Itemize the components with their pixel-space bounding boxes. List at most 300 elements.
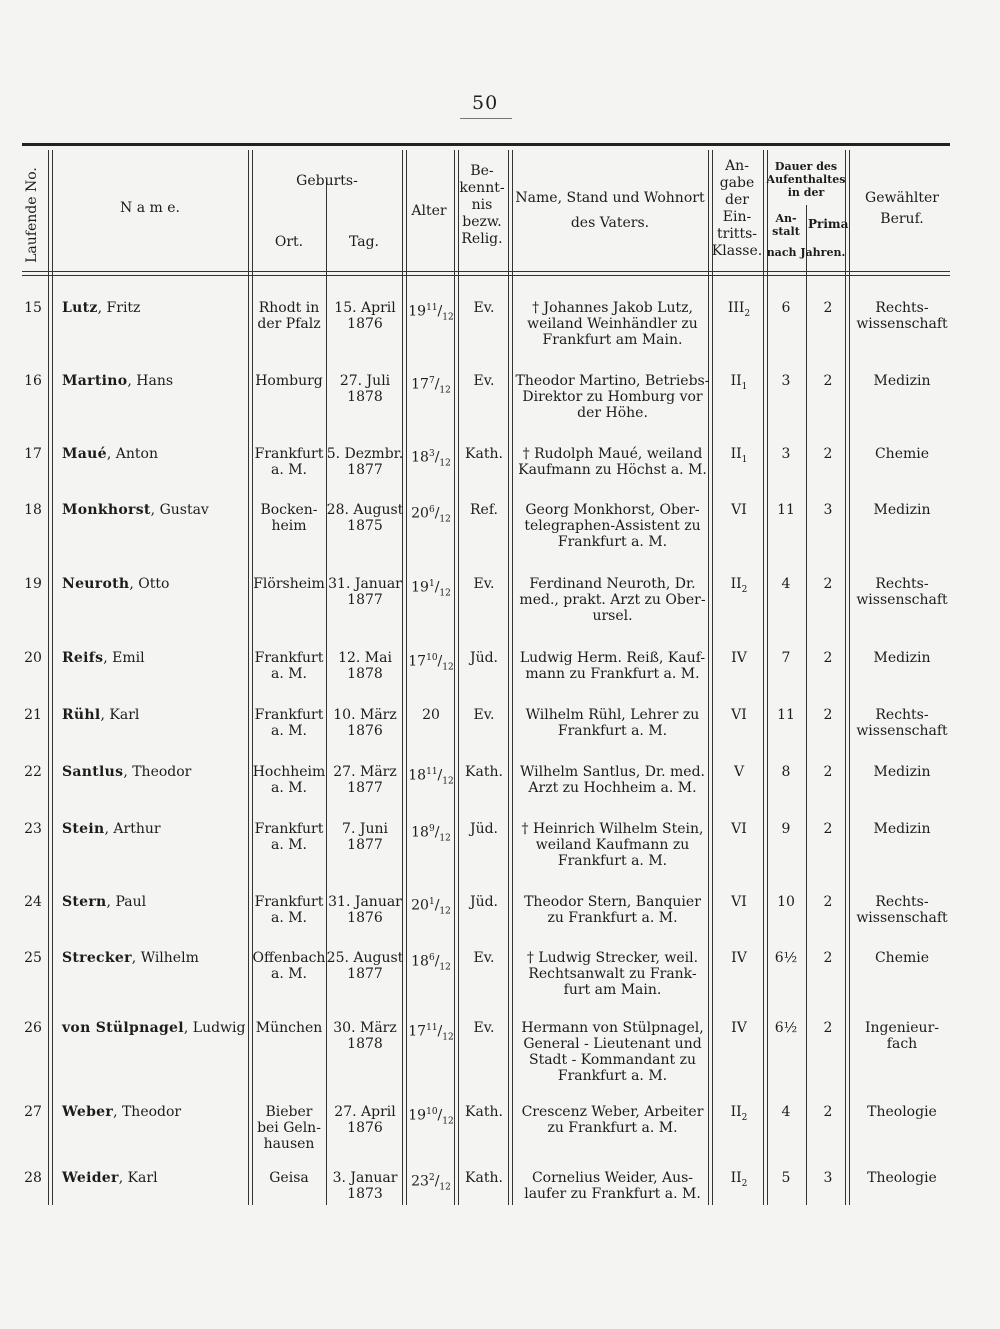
entry-class-roman: VI <box>731 894 747 910</box>
father-info-line: laufer zu Frankfurt a. M. <box>524 1186 701 1202</box>
father-info-line: Crescenz Weber, Arbeiter <box>521 1104 704 1120</box>
years-in-prima: 3 <box>823 502 833 518</box>
header-ort: Ort. <box>274 234 304 250</box>
birth-place-line: bei Geln- <box>257 1120 321 1136</box>
age-fraction-numerator: 1 <box>428 579 435 589</box>
chosen-profession-line: Medizin <box>873 373 931 389</box>
age-fraction-denominator: 12 <box>439 458 451 469</box>
row-number: 24 <box>24 894 42 910</box>
page-number: 50 <box>472 92 499 114</box>
father-info <box>515 446 710 478</box>
age-fraction-numerator: 3 <box>428 449 435 459</box>
age-fraction-slash: / <box>437 303 443 320</box>
age-years: 20 <box>422 707 440 723</box>
religion: Kath. <box>465 1170 503 1186</box>
row-number: 28 <box>24 1170 42 1186</box>
student-given-name: Arthur <box>113 821 161 837</box>
entry-class <box>712 821 766 837</box>
chosen-profession <box>852 1170 952 1186</box>
entry-class-subscript: 1 <box>741 454 748 465</box>
header-vater: Name, Stand und Wohnort des Vaters. <box>515 190 705 231</box>
entry-class <box>712 576 766 598</box>
chosen-profession-line: fach <box>886 1036 918 1052</box>
years-at-school: 6½ <box>774 1020 798 1036</box>
name-separator: , <box>104 821 114 837</box>
entry-class-subscript: 2 <box>741 1112 748 1123</box>
father-info-line: telegraphen-Assistent zu <box>524 518 701 534</box>
age-fraction-numerator: 1 <box>428 897 435 907</box>
religion: Jüd. <box>469 650 499 666</box>
birth-place-line: der Pfalz <box>257 316 321 332</box>
chosen-profession <box>852 576 952 608</box>
years-at-school: 11 <box>777 707 795 723</box>
father-info-line: Ludwig Herm. Reiß, Kauf- <box>519 650 706 666</box>
name-separator: , <box>106 894 116 910</box>
entry-class <box>712 1104 766 1126</box>
entry-class-roman: V <box>733 764 745 780</box>
birth-date-line: 27. Juli <box>339 373 391 389</box>
entry-class-subscript: 2 <box>741 584 748 595</box>
student-name <box>62 373 252 389</box>
religion: Ev. <box>473 300 495 316</box>
name-separator: , <box>129 576 139 592</box>
student-given-name: Ludwig <box>192 1020 246 1036</box>
father-info-line: † Rudolph Maué, weiland <box>522 446 703 462</box>
father-info <box>515 894 710 926</box>
birth-date-line: 31. Januar <box>328 576 402 592</box>
age-years: 18 <box>408 767 427 784</box>
chosen-profession-line: Rechts- <box>875 707 929 723</box>
father-info <box>515 821 710 869</box>
entry-class <box>712 300 766 322</box>
age-fraction-slash: / <box>434 824 440 841</box>
religion: Jüd. <box>469 894 499 910</box>
entry-class-roman: III <box>727 300 745 316</box>
student-name <box>62 300 252 316</box>
age <box>406 373 456 398</box>
age <box>406 300 456 325</box>
age-fraction-slash: / <box>434 505 440 522</box>
student-surname: von Stülpnagel <box>62 1020 184 1036</box>
age-years: 19 <box>408 1107 427 1124</box>
birth-date <box>326 707 404 739</box>
birth-date-line: 1877 <box>347 592 383 608</box>
chosen-profession-line: Theologie <box>867 1170 937 1186</box>
student-name <box>62 950 252 966</box>
birth-date <box>326 446 404 478</box>
header-tag: Tag. <box>348 234 379 250</box>
father-info-line: Frankfurt am Main. <box>542 332 683 348</box>
years-at-school: 4 <box>781 1104 791 1120</box>
religion: Ev. <box>473 707 495 723</box>
birth-place <box>252 373 326 389</box>
chosen-profession <box>852 1104 952 1120</box>
birth-date-line: 1876 <box>347 910 383 926</box>
father-info-line: zu Frankfurt a. M. <box>547 910 678 926</box>
table-row <box>0 373 1000 443</box>
age-fraction-slash: / <box>434 1173 440 1190</box>
header-laufende-no: Laufende No. <box>24 167 40 263</box>
birth-place-line: Frankfurt <box>254 446 324 462</box>
father-info-line: Frankfurt a. M. <box>557 534 668 550</box>
age-fraction-numerator: 11 <box>426 1023 438 1033</box>
chosen-profession <box>852 300 952 332</box>
page-number-underline <box>460 118 512 119</box>
entry-class <box>712 894 766 910</box>
father-info-line: Arzt zu Hochheim a. M. <box>528 780 697 796</box>
father-info <box>515 1170 710 1202</box>
father-info-line: † Johannes Jakob Lutz, <box>532 300 693 316</box>
chosen-profession <box>852 373 952 389</box>
student-surname: Neuroth <box>62 576 130 592</box>
student-given-name: Karl <box>109 707 140 723</box>
birth-place <box>252 707 326 739</box>
age-years: 18 <box>411 953 429 970</box>
student-surname: Weider <box>62 1170 119 1186</box>
student-surname: Lutz <box>62 300 98 316</box>
birth-date-line: 31. Januar <box>328 894 402 910</box>
student-surname: Rühl <box>62 707 101 723</box>
header-name: N a m e. <box>120 200 180 216</box>
birth-date-line: 28. August <box>326 502 404 518</box>
birth-date-line: 3. Januar <box>332 1170 398 1186</box>
religion: Kath. <box>465 446 503 462</box>
age-years: 20 <box>411 505 429 522</box>
age-fraction-numerator: 2 <box>428 1173 435 1183</box>
religion: Ev. <box>473 1020 495 1036</box>
birth-date <box>326 576 404 608</box>
age <box>406 446 456 471</box>
row-number: 18 <box>24 502 42 518</box>
birth-place <box>252 576 326 592</box>
age-fraction-denominator: 12 <box>439 962 451 973</box>
birth-place-line: Frankfurt <box>254 650 324 666</box>
religion: Ev. <box>473 373 495 389</box>
years-at-school: 9 <box>781 821 791 837</box>
student-given-name: Emil <box>112 650 145 666</box>
age-fraction-slash: / <box>437 1023 443 1040</box>
student-given-name: Gustav <box>159 502 209 518</box>
birth-date-line: 25. August <box>326 950 404 966</box>
age <box>406 502 456 527</box>
age-years: 23 <box>411 1173 429 1190</box>
father-info-line: weiland Weinhändler zu <box>527 316 698 332</box>
birth-date-line: 5. Dezmbr. <box>326 446 404 462</box>
father-info-line: Georg Monkhorst, Ober- <box>525 502 700 518</box>
father-info-line: Ferdinand Neuroth, Dr. <box>529 576 696 592</box>
years-at-school: 8 <box>781 764 791 780</box>
student-given-name: Paul <box>115 894 147 910</box>
entry-class-roman: II <box>730 1170 742 1186</box>
birth-place <box>252 300 326 332</box>
father-info <box>515 707 710 739</box>
entry-class-roman: IV <box>731 1020 747 1036</box>
years-in-prima: 2 <box>823 446 833 462</box>
birth-place-line: hausen <box>263 1136 315 1152</box>
years-at-school: 5 <box>781 1170 791 1186</box>
header-nach-jahren: nach Jahren. <box>766 246 846 259</box>
birth-place-line: Frankfurt <box>254 707 324 723</box>
age-fraction-slash: / <box>437 767 443 784</box>
student-given-name: Wilhelm <box>140 950 199 966</box>
age-years: 18 <box>411 449 429 466</box>
age-fraction-denominator: 12 <box>442 662 454 673</box>
years-in-prima: 2 <box>823 1104 833 1120</box>
age-fraction-denominator: 12 <box>439 833 451 844</box>
birth-date-line: 1875 <box>347 518 383 534</box>
name-separator: , <box>127 373 137 389</box>
birth-place-line: a. M. <box>270 910 308 926</box>
birth-place-line: Offenbach <box>252 950 326 966</box>
age <box>406 764 456 789</box>
birth-date <box>326 821 404 853</box>
entry-class-roman: VI <box>731 707 747 723</box>
student-name <box>62 821 252 837</box>
birth-place-line: a. M. <box>270 837 308 853</box>
header-dauer: Dauer des Aufenthaltes in der <box>766 160 846 199</box>
birth-date-line: 15. April <box>334 300 396 316</box>
birth-place-line: heim <box>271 518 307 534</box>
table-row <box>0 300 1000 370</box>
age-fraction-slash: / <box>434 449 440 466</box>
name-separator: , <box>97 300 107 316</box>
age-fraction-denominator: 12 <box>442 1116 454 1127</box>
age <box>406 650 456 675</box>
chosen-profession-line: wissenschaft <box>856 723 948 739</box>
entry-class <box>712 502 766 518</box>
student-given-name: Theodor <box>132 764 192 780</box>
birth-place-line: Homburg <box>255 373 323 389</box>
birth-place-line: a. M. <box>270 966 308 982</box>
age-fraction-denominator: 12 <box>442 312 454 323</box>
birth-place <box>252 502 326 534</box>
name-separator: , <box>183 1020 193 1036</box>
birth-place <box>252 894 326 926</box>
birth-place-line: a. M. <box>270 780 308 796</box>
table-row <box>0 950 1000 1020</box>
student-name <box>62 764 252 780</box>
birth-place <box>252 1104 326 1152</box>
birth-place-line: München <box>255 1020 323 1036</box>
name-separator: , <box>150 502 160 518</box>
father-info-line: Rechtsanwalt zu Frank- <box>528 966 697 982</box>
entry-class-roman: II <box>730 576 742 592</box>
father-info <box>515 576 710 624</box>
student-given-name: Otto <box>138 576 170 592</box>
entry-class-roman: IV <box>731 950 747 966</box>
birth-place-line: Flörsheim <box>253 576 325 592</box>
row-number: 27 <box>24 1104 42 1120</box>
years-at-school: 10 <box>777 894 795 910</box>
header-anstalt: An- stalt <box>772 212 800 238</box>
student-surname: Strecker <box>62 950 132 966</box>
birth-date-line: 1877 <box>347 462 383 478</box>
age <box>406 1104 456 1129</box>
religion: Ref. <box>470 502 498 518</box>
student-name <box>62 1020 252 1036</box>
chosen-profession-line: Theologie <box>867 1104 937 1120</box>
name-separator: , <box>100 707 110 723</box>
age-years: 20 <box>411 897 429 914</box>
birth-date <box>326 894 404 926</box>
years-in-prima: 2 <box>823 894 833 910</box>
birth-place-line: a. M. <box>270 723 308 739</box>
header-alter: Alter <box>411 203 447 219</box>
father-info <box>515 650 710 682</box>
entry-class <box>712 1170 766 1192</box>
age-years: 19 <box>408 303 427 320</box>
row-number: 23 <box>24 821 42 837</box>
chosen-profession-line: wissenschaft <box>856 910 948 926</box>
birth-date-line: 10. März <box>333 707 397 723</box>
student-name <box>62 446 252 462</box>
header-klasse: An- gabe der Ein- tritts- Klasse. <box>711 158 763 259</box>
religion: Kath. <box>465 1104 503 1120</box>
row-number: 19 <box>24 576 42 592</box>
birth-date-line: 1878 <box>347 389 383 405</box>
birth-date-line: 1878 <box>347 1036 383 1052</box>
birth-date-line: 30. März <box>333 1020 397 1036</box>
age <box>406 576 456 601</box>
entry-class <box>712 650 766 666</box>
student-surname: Stein <box>62 821 105 837</box>
age <box>406 1170 456 1195</box>
age-fraction-numerator: 10 <box>426 653 438 663</box>
entry-class <box>712 764 766 780</box>
student-given-name: Hans <box>136 373 174 389</box>
age-fraction-numerator: 11 <box>426 303 438 313</box>
years-at-school: 11 <box>777 502 795 518</box>
age-years: 18 <box>411 824 429 841</box>
row-number: 25 <box>24 950 42 966</box>
table-top-rule <box>22 143 950 146</box>
age <box>406 821 456 846</box>
father-info <box>515 373 710 421</box>
age-fraction-denominator: 12 <box>442 1032 454 1043</box>
entry-class-roman: II <box>730 446 742 462</box>
years-in-prima: 2 <box>823 950 833 966</box>
row-number: 21 <box>24 707 42 723</box>
birth-date <box>326 373 404 405</box>
father-info-line: † Heinrich Wilhelm Stein, <box>521 821 704 837</box>
birth-date-line: 1877 <box>347 837 383 853</box>
chosen-profession <box>852 821 952 837</box>
religion: Ev. <box>473 950 495 966</box>
father-info-line: Frankfurt a. M. <box>557 1068 668 1084</box>
age-years: 17 <box>408 653 427 670</box>
birth-place-line: Bocken- <box>260 502 318 518</box>
birth-date <box>326 502 404 534</box>
religion: Ev. <box>473 576 495 592</box>
header-bottom-rule-2 <box>22 275 950 276</box>
father-info-line: Theodor Stern, Banquier <box>524 894 701 910</box>
father-info-line: furt am Main. <box>563 982 662 998</box>
father-info-line: † Ludwig Strecker, weil. <box>526 950 699 966</box>
table-row <box>0 576 1000 646</box>
chosen-profession <box>852 894 952 926</box>
entry-class-subscript: 2 <box>741 1178 748 1189</box>
name-separator: , <box>123 764 133 780</box>
father-info-line: der Höhe. <box>577 405 648 421</box>
student-name <box>62 576 252 592</box>
age-fraction-numerator: 11 <box>426 767 438 777</box>
birth-place-line: a. M. <box>270 462 308 478</box>
student-name <box>62 1104 252 1120</box>
religion: Jüd. <box>469 821 499 837</box>
years-at-school: 3 <box>781 373 791 389</box>
father-info <box>515 300 710 348</box>
age-years: 19 <box>411 579 429 596</box>
birth-place <box>252 764 326 796</box>
birth-place <box>252 446 326 478</box>
years-at-school: 6 <box>781 300 791 316</box>
chosen-profession <box>852 650 952 666</box>
age-fraction-slash: / <box>434 376 440 393</box>
student-surname: Maué <box>62 446 107 462</box>
entry-class <box>712 1020 766 1036</box>
name-separator: , <box>118 1170 128 1186</box>
header-prima: Prima <box>808 217 849 231</box>
father-info-line: Frankfurt a. M. <box>557 853 668 869</box>
years-in-prima: 2 <box>823 300 833 316</box>
student-given-name: Karl <box>127 1170 158 1186</box>
age-fraction-numerator: 7 <box>428 376 435 386</box>
birth-date <box>326 1020 404 1052</box>
father-info-line: mann zu Frankfurt a. M. <box>525 666 700 682</box>
years-in-prima: 2 <box>823 821 833 837</box>
years-at-school: 7 <box>781 650 791 666</box>
birth-place <box>252 1170 326 1186</box>
student-given-name: Theodor <box>121 1104 182 1120</box>
birth-date-line: 1876 <box>347 1120 383 1136</box>
father-info-line: Direktor zu Homburg vor <box>522 389 703 405</box>
student-surname: Monkhorst <box>62 502 151 518</box>
chosen-profession-line: Rechts- <box>875 300 929 316</box>
age-fraction-denominator: 12 <box>439 385 451 396</box>
age-fraction-denominator: 12 <box>439 514 451 525</box>
father-info-line: General - Lieutenant und <box>523 1036 702 1052</box>
age-fraction-denominator: 12 <box>439 588 451 599</box>
entry-class-roman: II <box>730 373 742 389</box>
chosen-profession-line: Chemie <box>874 950 930 966</box>
father-info-line: Wilhelm Rühl, Lehrer zu <box>525 707 700 723</box>
student-name <box>62 1170 252 1186</box>
age-years: 17 <box>411 376 429 393</box>
birth-date <box>326 650 404 682</box>
header-bottom-rule <box>22 271 950 272</box>
birth-place <box>252 821 326 853</box>
chosen-profession <box>852 764 952 780</box>
years-in-prima: 2 <box>823 1020 833 1036</box>
birth-place-line: Frankfurt <box>254 894 324 910</box>
row-number: 22 <box>24 764 42 780</box>
entry-class <box>712 446 766 468</box>
years-at-school: 3 <box>781 446 791 462</box>
chosen-profession-line: Medizin <box>873 650 931 666</box>
name-separator: , <box>103 650 113 666</box>
name-separator: , <box>131 950 141 966</box>
age-fraction-slash: / <box>437 653 443 670</box>
student-given-name: Fritz <box>106 300 141 316</box>
father-info <box>515 950 710 998</box>
years-at-school: 6½ <box>774 950 798 966</box>
entry-class-roman: IV <box>731 650 747 666</box>
name-separator: , <box>113 1104 122 1120</box>
student-given-name: Anton <box>115 446 158 462</box>
birth-place-line: a. M. <box>270 666 308 682</box>
age-fraction-denominator: 12 <box>442 776 454 787</box>
birth-date-line: 27. März <box>333 764 397 780</box>
